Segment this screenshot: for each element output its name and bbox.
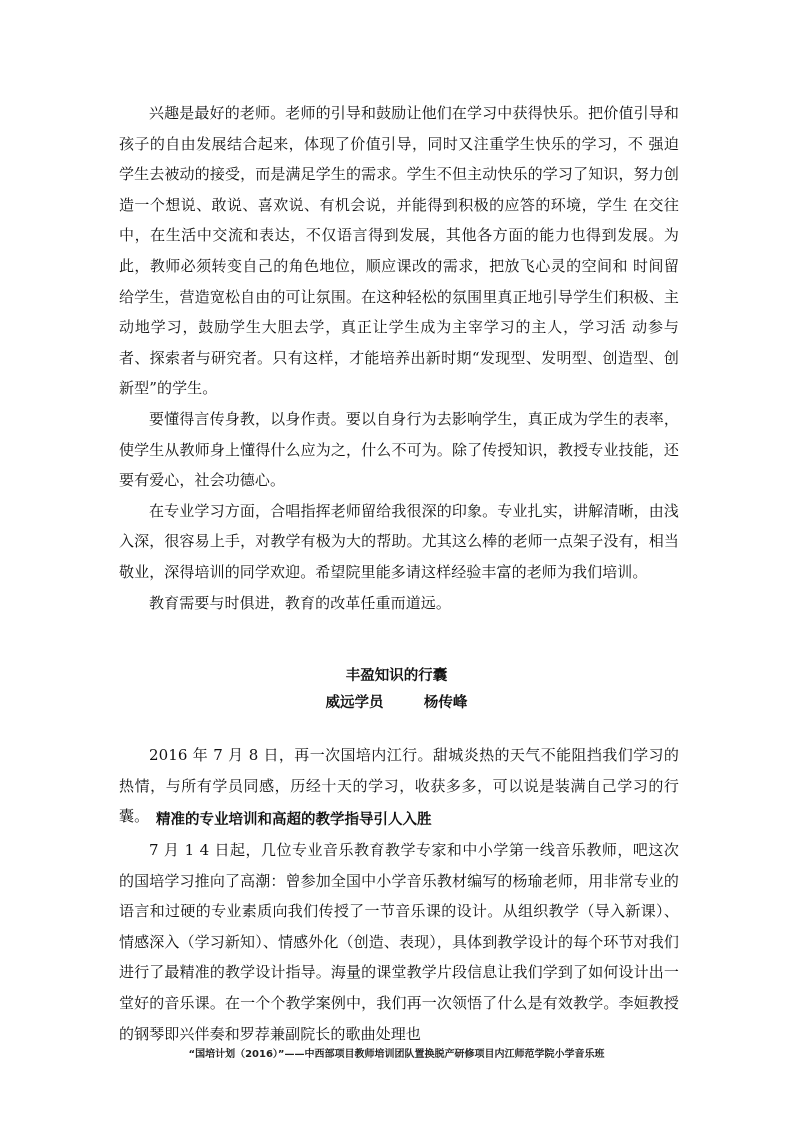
reflection-section: [119, 98, 679, 618]
paragraph-professional-study: 在专业学习方面，合唱指挥老师留给我很深的印象。专业扎实，讲解清晰，由浅入深，很容易上手，对教学有极为大的帮助。尤其这么棒的老师一点架子没有，相当敬业，深得培训的同学欢迎。希望院里能多请这样经验丰富的老师为我们培训。: [119, 501, 679, 581]
article-author: 威远学员 杨传峰: [325, 695, 468, 711]
article-title: 丰盈知识的行囊: [345, 668, 448, 684]
article-intro: 2016 年 7 月 8 日，再一次国培内江行。甜城炎热的天气不能阻挡我们学习的热情，与所有学员同感，历经十天的学习，收获多多，可以说是装满自己学习的行囊。: [119, 746, 679, 826]
paragraph-teach-by-example: 要懂得言传身教，以身作责。要以自身行为去影响学生，真正成为学生的表率，使学生从教师身上懂得什么应为之，什么不可为。除了传授知识，教授专业技能，还要有爱心，社会功德心。: [119, 409, 679, 490]
article-body: 7 月 1 4 日起，几位专业音乐教育教学专家和中小学第一线音乐教师，吧这次的国培学习推向了高潮：曾参加全国中小学音乐教材编写的杨瑜老师，用非常专业的语言和过硬的专业素质向我们传授了一节音乐课的设计。从组织教学（导入新课）、情感深入（学习新知）、情感外化（创造、表现），具体到教学设计的每个环节对我们进行了最精准的教学设计指导。海量的课堂教学片段信息让我们学到了如何设计出一堂好的音乐课。在一个个教学案例中，我们再一次领悟了什么是有效教学。李姮教授的钢琴即兴伴奏和罗荐兼副院长的歌曲处理也: [119, 841, 679, 1043]
paragraph-education-reform: 教育需要与时俱进，教育的改革任重而道远。: [149, 593, 452, 612]
article-body-block: [119, 835, 679, 1049]
paragraph-interest: 兴趣是最好的老师。老师的引导和鼓励让他们在学习中获得快乐。把价值引导和孩子的自由发展结合起来，体现了价值引导，同时又注重学生快乐的学习，不 强迫学生去被动的接受，而是满足学生的需求。学生不但主动快乐的学习了知识，努力创造一个想说、敢说、喜欢说、有机会说，并能得到积极的应答的环境，学生 在交往中，在生活中交流和表达，不仅语言得到发展，其他各方面的能力也得到发展。为此，教师必须转变自己的角色地位，顺应课改的需求，把放飞心灵的空间和 时间留给学生，营造宽松自由的可让氛围。在这种轻松的氛围里真正地引导学生们积极、主动地学习，鼓励学生大胆去学，真正让学生成为主宰学习的主人，学习活 动参与者、探索者与研究者。只有这样，才能培养出新时期“发现型、发明型、创造型、创新型”的学生。: [119, 104, 679, 398]
article-subheading: 精准的专业培训和高超的教学指导引人入胜: [156, 812, 432, 828]
page-footer: “国培计划（2016）”——中西部项目教师培训团队置换脱产研修项目内江师范学院小学音乐班: [188, 1049, 605, 1060]
